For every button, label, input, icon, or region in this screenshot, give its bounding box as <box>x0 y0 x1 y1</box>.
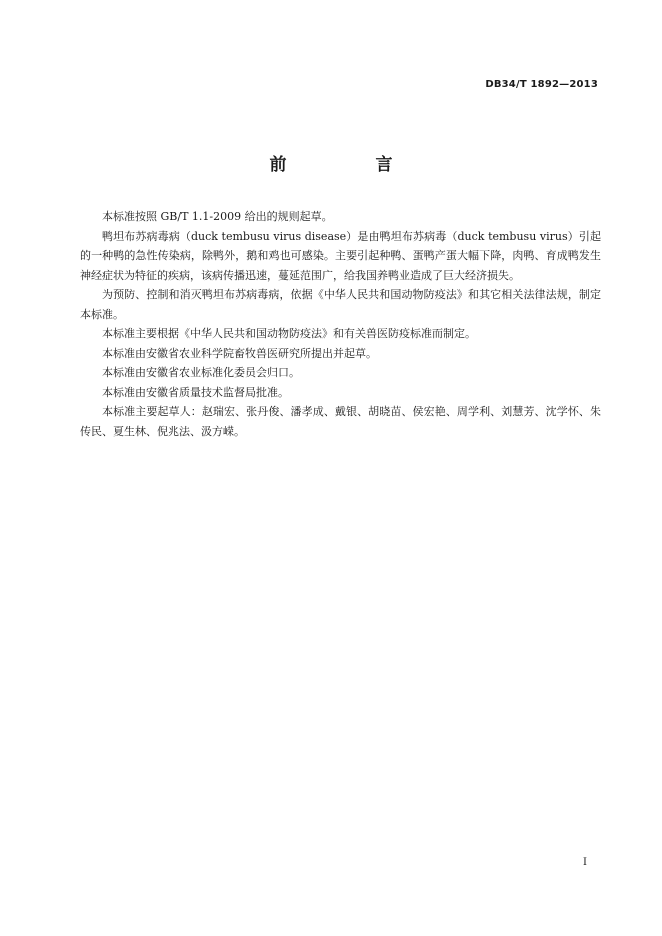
page-number: I <box>583 857 587 868</box>
paragraph-proposer: 本标准由安徽省农业科学院畜牧兽医研究所提出并起草。 <box>102 346 377 360</box>
paragraph-basis: 本标准主要根据《中华人民共和国动物防疫法》和有关兽医防疫标准而制定。 <box>102 327 476 340</box>
foreword-body <box>80 207 601 441</box>
paragraph-purpose: 为预防、控制和消灭鸭坦布苏病毒病，依据《中华人民共和国动物防疫法》和其它相关法律法规，制定本标准。 <box>80 288 601 321</box>
paragraph-drafters: 本标准主要起草人：赵瑞宏、张丹俊、潘孝成、戴银、胡晓苗、侯宏艳、周学利、刘慧芳、沈学怀、朱传民、夏生林、倪兆法、汲方嵘。 <box>80 405 601 438</box>
standard-code: DB34/T 1892—2013 <box>485 79 598 90</box>
paragraph-drafting-rules: 本标准按照 GB/T 1.1-2009 给出的规则起草。 <box>102 210 333 223</box>
paragraph-disease-description: 鸭坦布苏病毒病（duck tembusu virus disease）是由鸭坦布苏病毒（duck tembusu virus）引起的一种鸭的急性传染病，除鸭外，鹅和鸡也可感染。主要引起种鸭、蛋鸭产蛋大幅下降，肉鸭、育成鸭发生神经症状为特征的疾病，该病传播迅速，蔓延范围广，给我国养鸭业造成了巨大经济损失。 <box>80 229 601 282</box>
page-title: 前 言 <box>269 155 429 175</box>
paragraph-approval: 本标准由安徽省质量技术监督局批准。 <box>102 385 289 399</box>
paragraph-centralized: 本标准由安徽省农业标准化委员会归口。 <box>102 366 300 379</box>
